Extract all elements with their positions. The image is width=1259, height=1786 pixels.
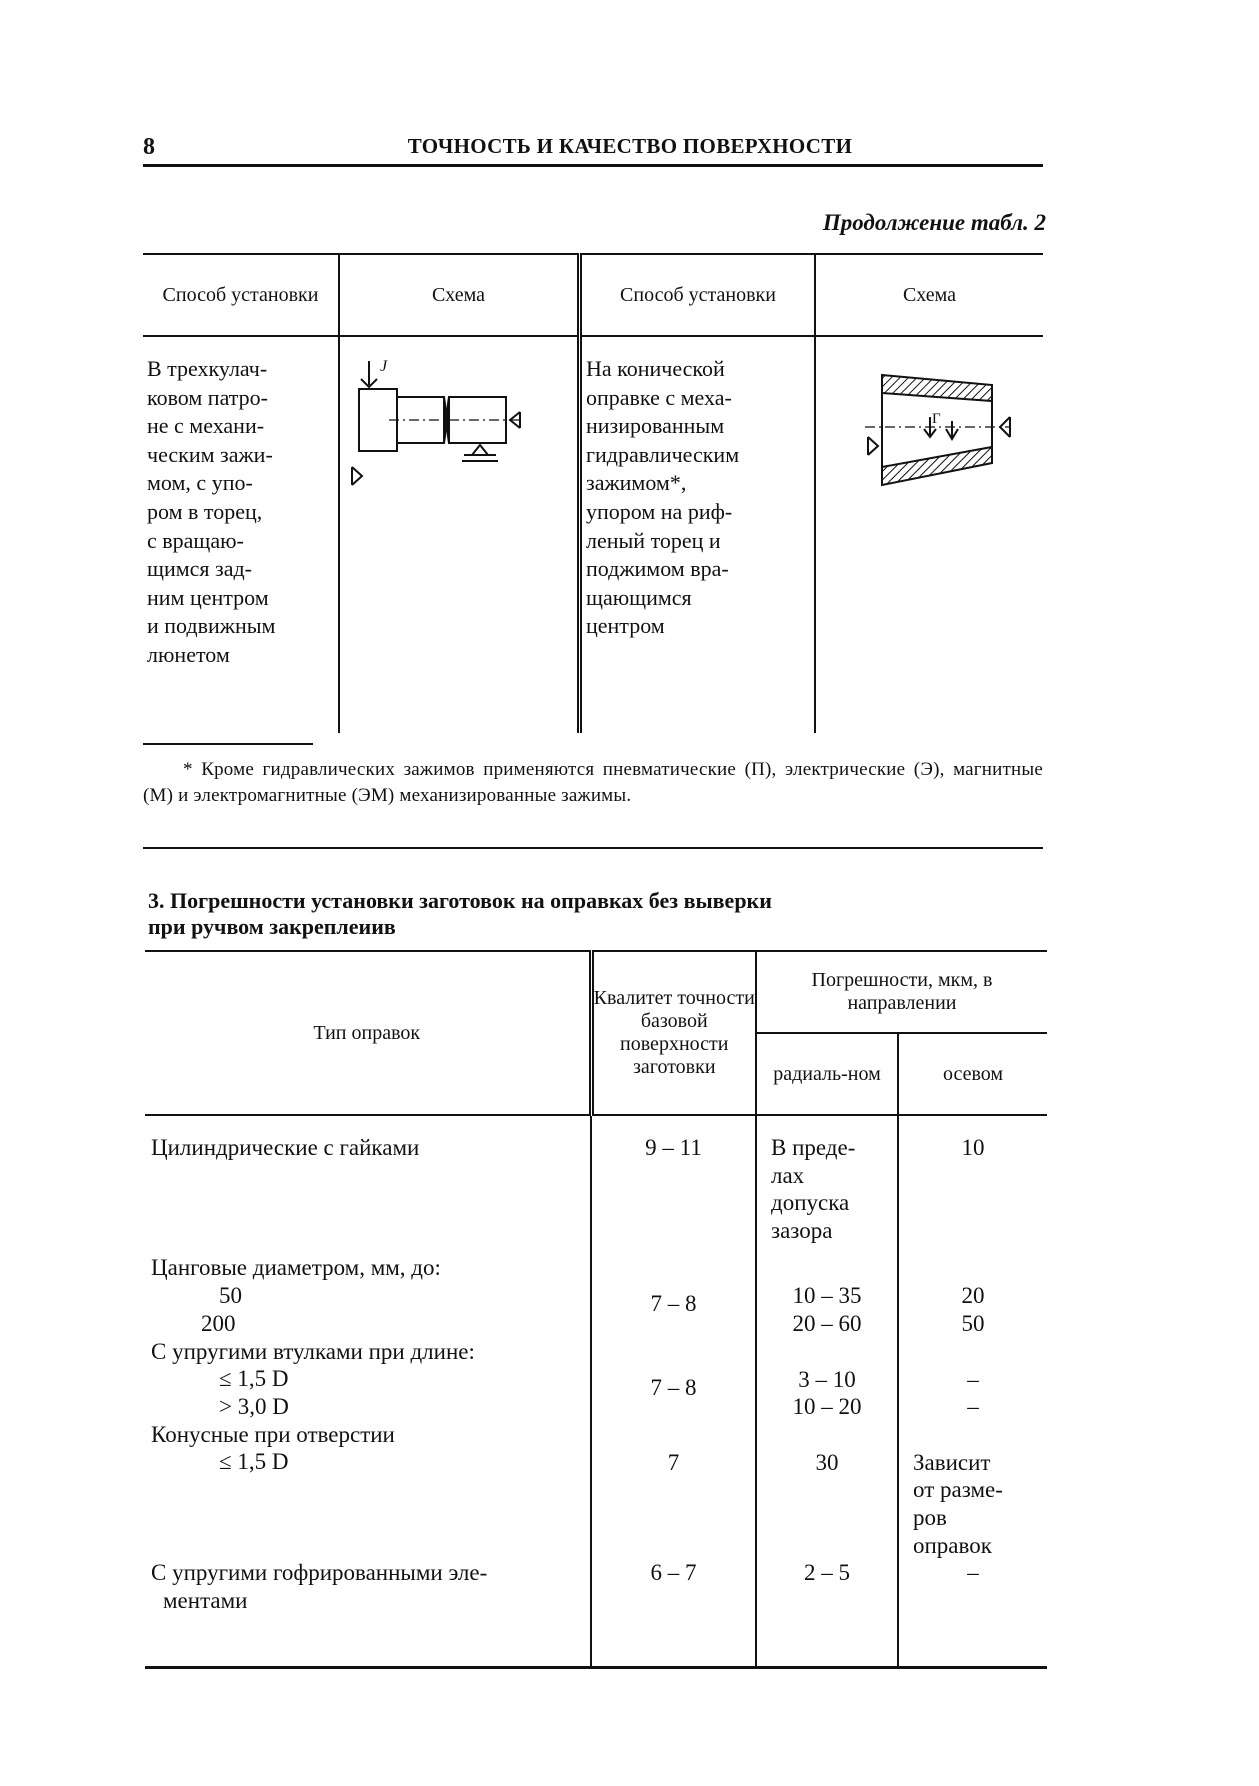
cell-radial-line: допуска — [771, 1190, 850, 1216]
cell-axial-line: 20 — [961, 1283, 985, 1309]
cell-type-subline: 200 — [201, 1310, 236, 1336]
method-chuck-line: не с механи- — [147, 413, 265, 439]
table-row — [145, 1559, 1047, 1668]
method-chuck-line: ческим зажи- — [147, 441, 273, 467]
cell-type-subline: ≤ 1,5 D — [219, 1449, 289, 1475]
cell-radial-line: В преде- — [771, 1135, 856, 1160]
cell-type — [145, 1254, 591, 1337]
col-header-scheme-1: Схема — [339, 254, 580, 336]
cell-radial — [756, 1115, 898, 1254]
table-row — [145, 1338, 1047, 1421]
cell-radial-line: 3 – 10 — [798, 1366, 856, 1392]
installation-methods-table — [143, 253, 1043, 733]
method-chuck-line: ним центром — [147, 584, 269, 610]
method-chuck-cell — [143, 336, 339, 733]
cell-type-subline: ≤ 1,5 D — [219, 1366, 289, 1392]
cell-type-line: Цанговые диаметром, мм, до: — [151, 1255, 441, 1281]
col-header-axial: осевом — [898, 1033, 1047, 1115]
method-mandrel-line: щающимся — [586, 584, 692, 610]
cell-radial-line: лах — [771, 1162, 805, 1188]
cell-type-line: С упругими втулками при длине: — [151, 1338, 475, 1364]
col-header-method-2: Способ установки — [580, 254, 816, 336]
cell-radial — [756, 1338, 898, 1421]
mandrel-errors-table — [145, 950, 1047, 1669]
footnote-body: * Кроме гидравлических зажимов применяются пневматические (П), электрические (Э), магнитные (М) и электромагнитные (ЭМ) механизированные зажимы. — [143, 759, 1043, 806]
scheme-label-j: J — [380, 358, 388, 375]
method-chuck-line: В трехкулач- — [147, 356, 268, 381]
col-header-type: Тип оправок — [145, 951, 591, 1115]
cell-axial — [898, 1338, 1047, 1421]
table-row — [145, 1254, 1047, 1337]
table3-title-line: при ручвом закреплеиив — [148, 914, 396, 940]
col-header-scheme-2: Схема — [815, 254, 1043, 336]
table-row — [145, 1115, 1047, 1254]
page-number: 8 — [143, 134, 155, 160]
cell-axial-line: – — [967, 1366, 979, 1392]
method-chuck-line: и подвижным — [147, 613, 276, 639]
cell-radial-line: 10 – 20 — [792, 1394, 862, 1420]
cell-type-line: С упругими гофрированными эле- — [151, 1560, 488, 1586]
scheme-mandrel-cell — [815, 336, 1043, 733]
cell-quality: 7 — [591, 1421, 756, 1559]
col-header-radial: радиаль-ном — [756, 1033, 898, 1115]
cell-radial-line: 20 – 60 — [792, 1310, 862, 1336]
method-chuck-line: мом, с упо- — [147, 470, 253, 496]
method-mandrel-line: упором на риф- — [586, 498, 733, 524]
cell-axial: – — [898, 1559, 1047, 1668]
cell-type-line: ментами — [163, 1587, 248, 1613]
cell-axial — [898, 1421, 1047, 1559]
method-chuck-line: люнетом — [147, 641, 230, 667]
scheme-label-g: Г — [932, 411, 941, 427]
cell-type: Цилиндрические с гайками — [151, 1135, 420, 1160]
cell-axial-line: Зависит — [913, 1449, 991, 1475]
running-title: ТОЧНОСТЬ И КАЧЕСТВО ПОВЕРХНОСТИ — [407, 134, 853, 158]
cell-axial-line: оправок — [913, 1532, 992, 1558]
cell-quality: 6 – 7 — [591, 1559, 756, 1668]
method-mandrel-line: леный торец и — [586, 527, 721, 553]
cell-axial-line: 50 — [961, 1310, 985, 1336]
method-mandrel-line: низированным — [586, 413, 725, 439]
cell-axial-line: от разме- — [913, 1477, 1003, 1503]
cell-radial — [756, 1254, 898, 1337]
cell-axial-line: ров — [913, 1504, 947, 1530]
footnote-text — [143, 757, 1043, 808]
cell-radial: 30 — [756, 1421, 898, 1559]
cell-quality: 9 – 11 — [591, 1115, 756, 1254]
cell-axial — [898, 1254, 1047, 1337]
method-mandrel-line: На конической — [586, 356, 725, 381]
method-chuck-line: с вращаю- — [147, 527, 244, 553]
mandrel-scheme-diagram — [820, 355, 1070, 495]
method-mandrel-cell — [580, 336, 816, 733]
cell-axial-line: – — [967, 1394, 979, 1420]
table3-title — [148, 888, 1028, 941]
cell-quality: 7 – 8 — [591, 1338, 756, 1421]
cell-radial: 2 – 5 — [756, 1559, 898, 1668]
cell-type — [145, 1559, 591, 1668]
table-continuation-label: Продолжение табл. 2 — [822, 210, 1046, 235]
section-rule — [143, 847, 1043, 849]
cell-type — [145, 1421, 591, 1559]
col-header-errors: Погрешности, мкм, в направлении — [756, 951, 1047, 1033]
chuck-scheme-diagram — [344, 355, 559, 515]
cell-type-line: Конусные при отверстии — [151, 1421, 395, 1447]
col-header-method-1: Способ установки — [143, 254, 339, 336]
cell-type-subline: > 3,0 D — [219, 1393, 289, 1419]
header-rule — [143, 164, 1043, 167]
cell-type-subline: 50 — [219, 1282, 242, 1308]
method-chuck-line: ром в торец, — [147, 498, 263, 524]
scheme-chuck-cell — [339, 336, 580, 733]
method-mandrel-line: центром — [586, 613, 665, 639]
method-mandrel-line: гидравлическим — [586, 441, 740, 467]
method-mandrel-line: зажимом*, — [586, 470, 687, 496]
method-chuck-line: ковом патро- — [147, 384, 268, 410]
cell-radial-line: зазора — [771, 1217, 833, 1243]
cell-radial-line: 10 – 35 — [792, 1283, 862, 1309]
cell-quality: 7 – 8 — [591, 1254, 756, 1337]
table-row — [145, 1421, 1047, 1559]
method-mandrel-line: поджимом вра- — [586, 556, 729, 582]
table3-title-line: 3. Погрешности установки заготовок на оправках без выверки — [148, 888, 772, 913]
method-chuck-line: щимся зад- — [147, 556, 252, 582]
footnote-rule — [143, 743, 313, 745]
cell-type — [145, 1338, 591, 1421]
cell-axial: 10 — [898, 1115, 1047, 1254]
method-mandrel-line: оправке с меха- — [586, 384, 732, 410]
col-header-quality: Квалитет точности базовой поверхности заготовки — [591, 951, 756, 1115]
